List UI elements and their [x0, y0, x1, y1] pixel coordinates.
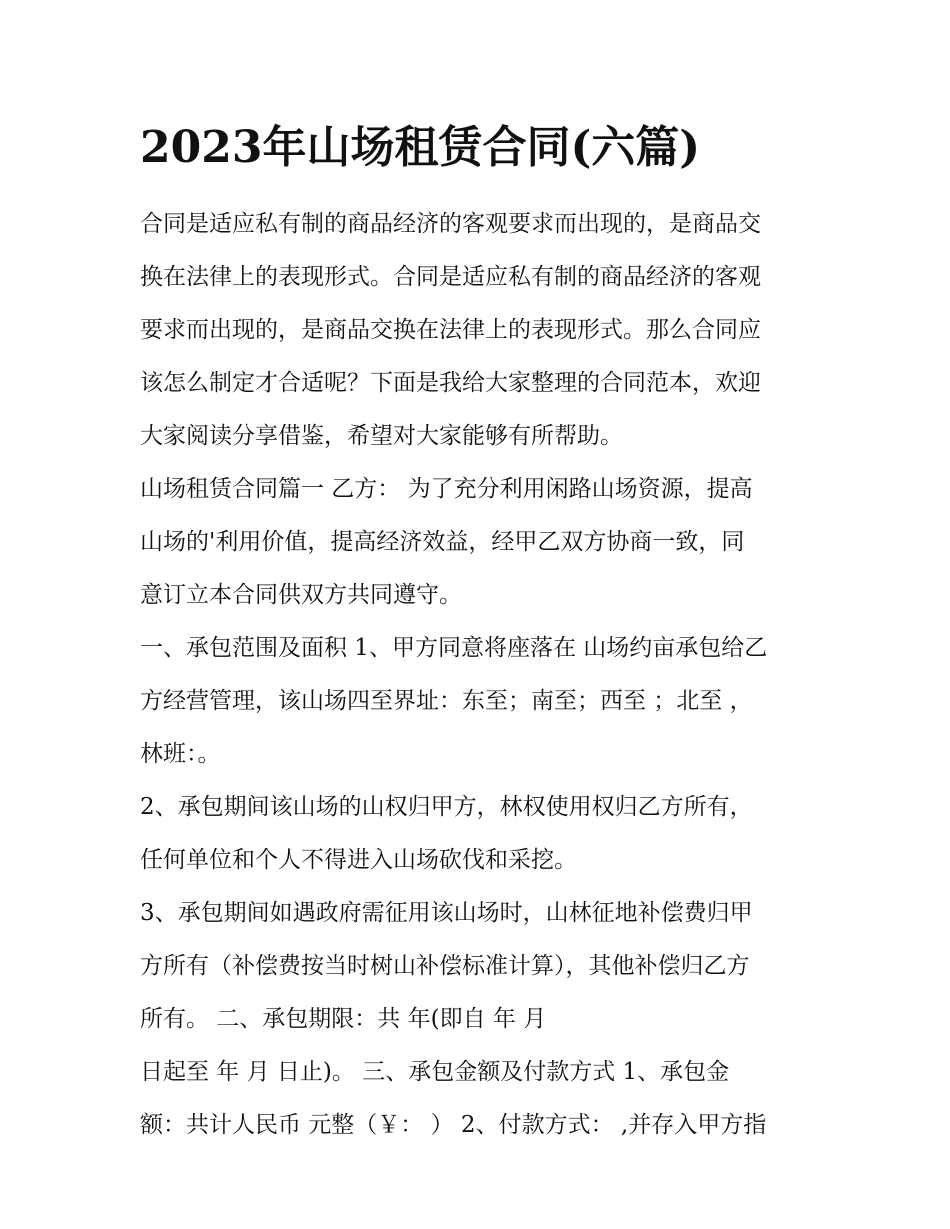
body-line: 日起至 年 月 日止)。 三、承包金额及付款方式 1、承包金 — [140, 1059, 730, 1085]
document-body — [140, 198, 820, 1152]
body-line: 方所有（补偿费按当时树山补偿标准计算），其他补偿归乙方 — [140, 953, 750, 979]
body-line: 任何单位和个人不得进入山场砍伐和采挖。 — [140, 847, 577, 873]
body-line: 额：共计人民币 元整（￥： ） 2、付款方式： ,并存入甲方指 — [140, 1112, 767, 1138]
body-line: 合同是适应私有制的商品经济的客观要求而出现的，是商品交 — [140, 211, 761, 237]
document-title: 2023年山场租赁合同(六篇) — [140, 122, 701, 173]
body-line: 所有。 二、承包期限：共 年(即自 年 月 — [140, 1006, 547, 1032]
body-line: 方经营管理，该山场四至界址：东至；南至；西至 ；北至 ， — [140, 688, 753, 714]
body-line: 大家阅读分享借鉴，希望对大家能够有所帮助。 — [140, 423, 623, 449]
body-line: 3、承包期间如遇政府需征用该山场时，山林征地补偿费归甲 — [140, 900, 753, 926]
body-line: 林班：。 — [140, 741, 221, 767]
body-line: 2、承包期间该山场的山权归甲方，林权使用权归乙方所有， — [140, 794, 753, 820]
body-line: 山场租赁合同篇一 乙方： 为了充分利用闲路山场资源，提高 — [140, 476, 753, 502]
body-line: 要求而出现的，是商品交换在法律上的表现形式。那么合同应 — [140, 317, 761, 343]
body-line: 山场的'利用价值，提高经济效益，经甲乙双方协商一致，同 — [140, 529, 745, 555]
body-line: 该怎么制定才合适呢？下面是我给大家整理的合同范本，欢迎 — [140, 370, 761, 396]
body-line: 意订立本合同供双方共同遵守。 — [140, 582, 462, 608]
body-line: 换在法律上的表现形式。合同是适应私有制的商品经济的客观 — [140, 264, 761, 290]
body-line: 一、承包范围及面积 1、甲方同意将座落在 山场约亩承包给乙 — [140, 635, 768, 661]
